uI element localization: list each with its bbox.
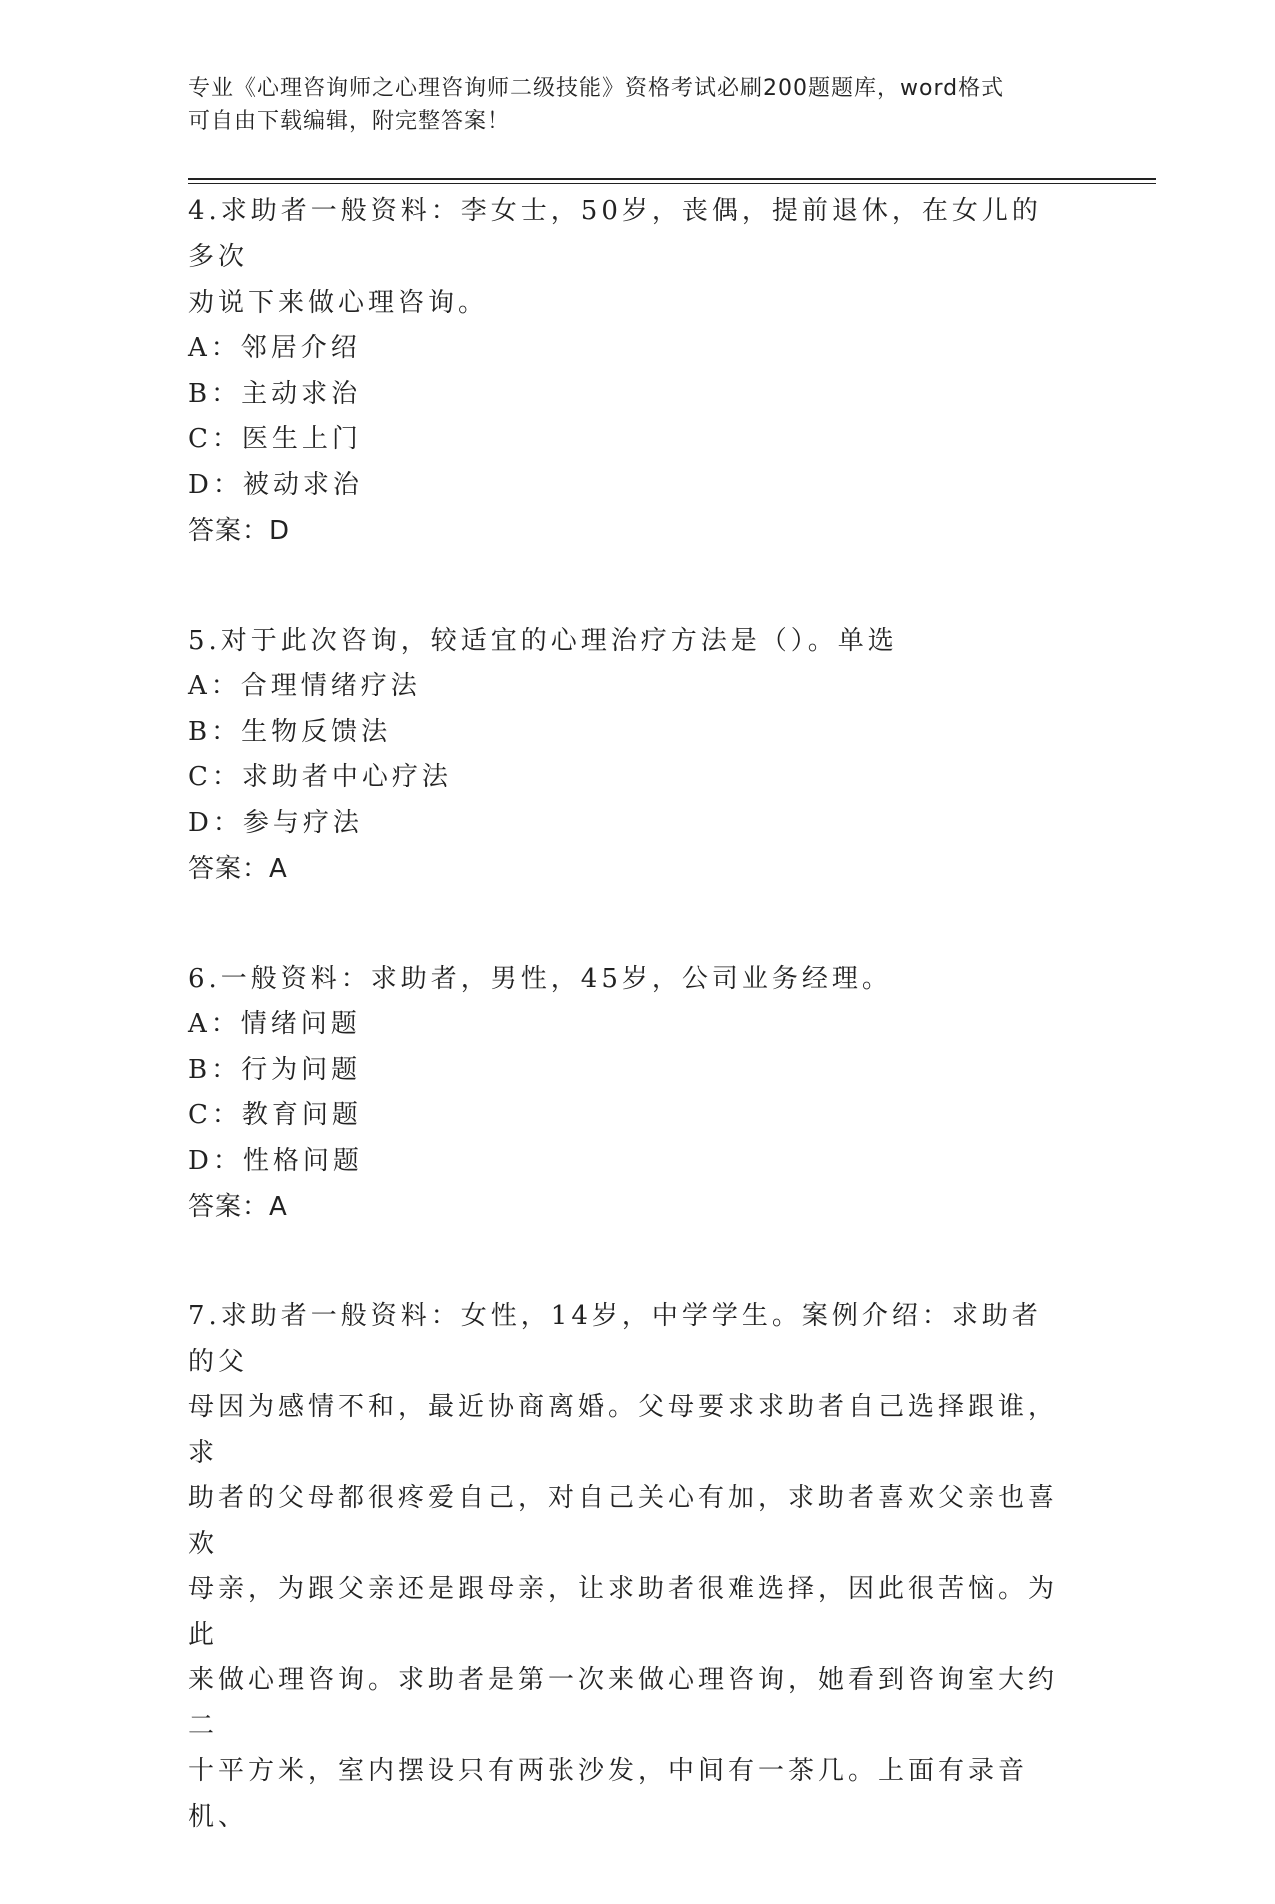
question-6-option-c: C：教育问题 [188, 1100, 362, 1130]
question-6-answer: 答案：A [188, 1192, 288, 1222]
question-7-stem-line-6: 十平方米，室内摆设只有两张沙发，中间有一茶几。上面有录音机、 [188, 1756, 1029, 1832]
question-4-option-a: A：邻居介绍 [188, 333, 361, 363]
question-4-stem-line-1: 4.求助者一般资料：李女士，50岁，丧偶，提前退休，在女儿的多次 [188, 196, 1042, 272]
question-5-option-d: D：参与疗法 [188, 807, 363, 838]
header-divider-thin [188, 183, 1156, 184]
question-5 [188, 618, 1068, 892]
question-4-option-d: D：被动求治 [188, 469, 363, 500]
question-6 [188, 956, 1068, 1230]
question-5-stem-line-1: 5.对于此次咨询，较适宜的心理治疗方法是（）。单选 [188, 626, 898, 656]
question-7-stem-line-1: 7.求助者一般资料：女性，14岁，中学学生。案例介绍：求助者的父 [188, 1301, 1042, 1377]
question-4-answer: 答案：D [188, 516, 291, 546]
question-6-option-d: D：性格问题 [188, 1145, 363, 1176]
question-5-option-c: C：求助者中心疗法 [188, 762, 452, 792]
header-line-1: 专业《心理咨询师之心理咨询师二级技能》资格考试必刷200题题库，word格式 [188, 76, 1005, 101]
question-7 [188, 1294, 1068, 1840]
question-7-stem-line-2: 母因为感情不和，最近协商离婚。父母要求求助者自己选择跟谁，求 [188, 1392, 1059, 1468]
question-list [188, 188, 1068, 1904]
question-5-option-b: B：生物反馈法 [188, 716, 392, 747]
question-7-stem-line-3: 助者的父母都很疼爱自己，对自己关心有加，求助者喜欢父亲也喜欢 [188, 1483, 1059, 1559]
header-line-2: 可自由下载编辑，附完整答案！ [188, 109, 511, 134]
question-6-option-a: A：情绪问题 [188, 1009, 361, 1039]
question-5-option-a: A：合理情绪疗法 [188, 671, 421, 701]
document-header [188, 72, 1068, 138]
question-7-stem-line-4: 母亲，为跟父亲还是跟母亲，让求助者很难选择，因此很苦恼。为此 [188, 1574, 1059, 1650]
question-4-option-c: C：医生上门 [188, 424, 362, 454]
question-4-option-b: B：主动求治 [188, 378, 362, 409]
header-divider-thick [188, 178, 1156, 180]
question-5-answer: 答案：A [188, 854, 288, 884]
question-4-stem-line-2: 劝说下来做心理咨询。 [188, 288, 489, 318]
question-6-stem-line-1: 6.一般资料：求助者，男性，45岁，公司业务经理。 [188, 964, 892, 994]
question-6-option-b: B：行为问题 [188, 1054, 362, 1085]
question-7-stem-line-5: 来做心理咨询。求助者是第一次来做心理咨询，她看到咨询室大约二 [188, 1665, 1059, 1741]
question-4 [188, 188, 1068, 554]
